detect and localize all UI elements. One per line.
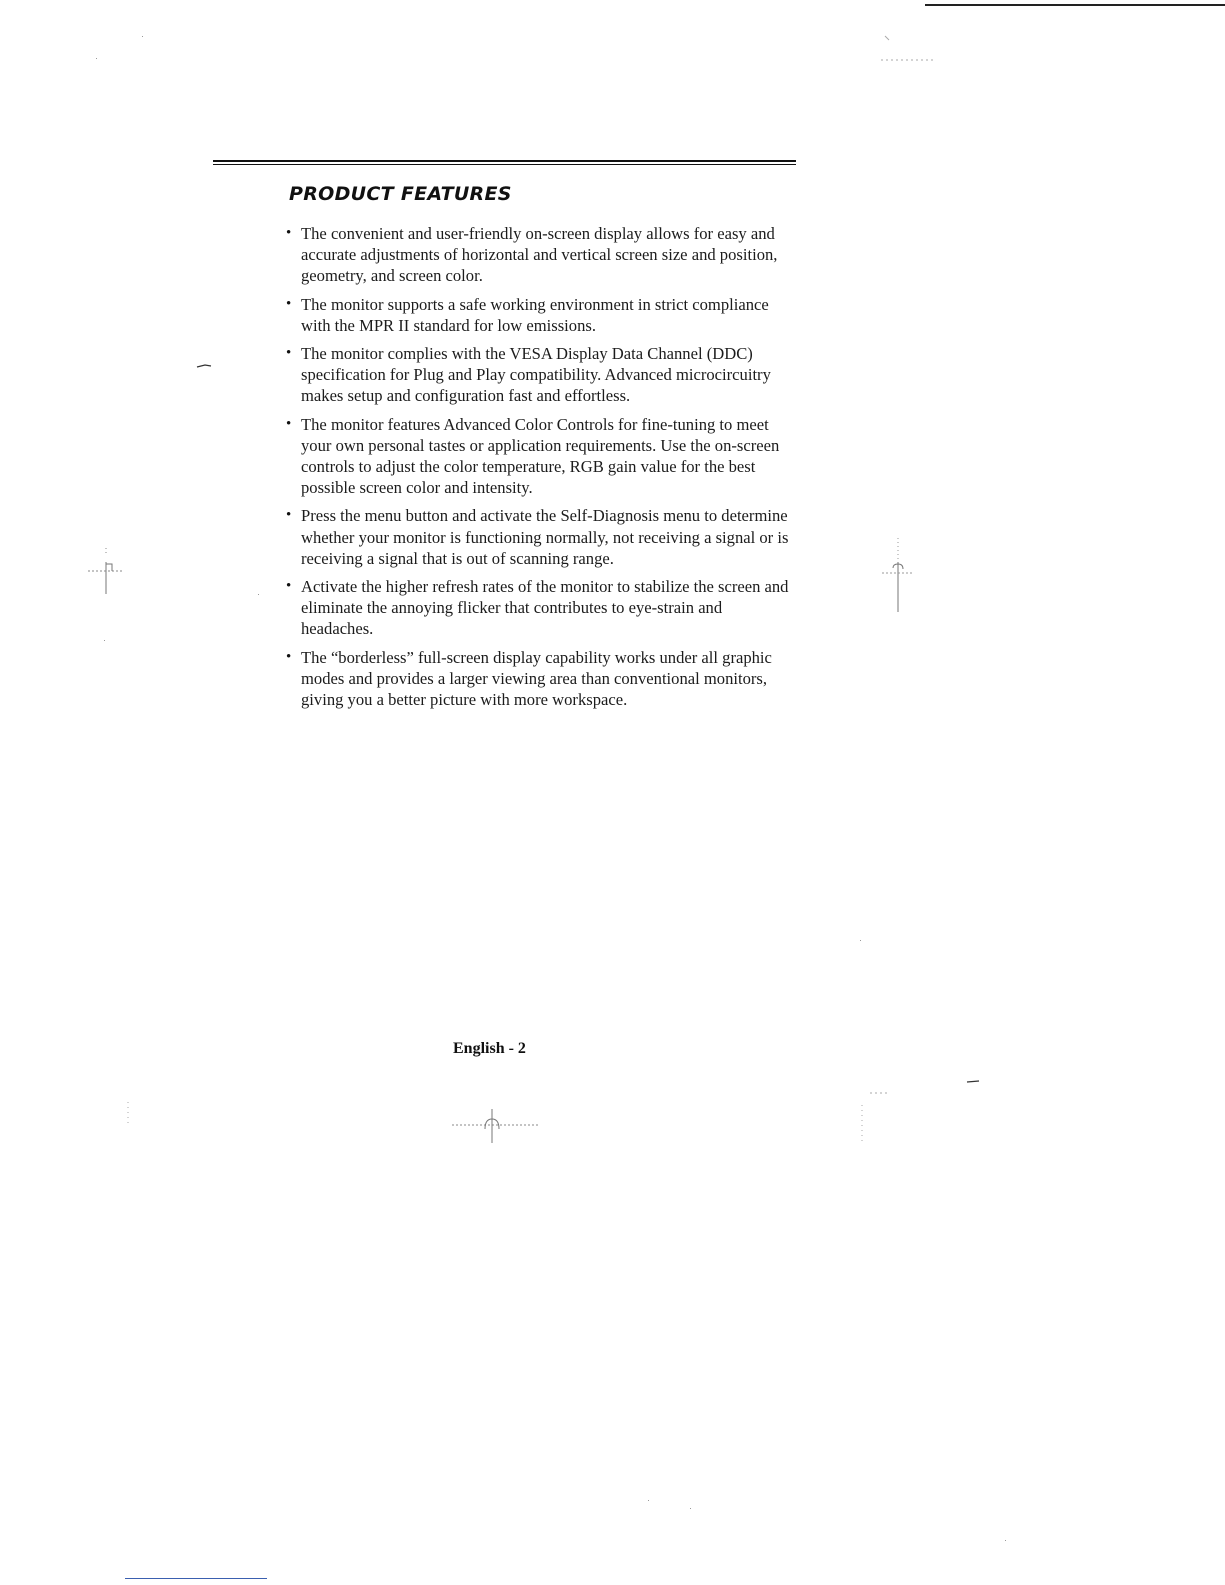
speck <box>648 1500 649 1501</box>
feature-text: The convenient and user-friendly on-screen display allows for easy and accurate adjustments of horizontal and vertical screen size and position, geometry, and screen color. <box>301 224 778 286</box>
stray-mark-icon <box>965 1078 985 1086</box>
top-edge-rule <box>925 4 1225 6</box>
bullet-icon: • <box>286 507 292 524</box>
feature-text: The “borderless” full-screen display capability works under all graphic modes and provides a larger viewing area than conventional monitors, giving you a better picture with more workspace. <box>301 647 772 710</box>
bullet-icon: • <box>286 648 292 665</box>
feature-text: The monitor complies with the VESA Display Data Channel (DDC) specification for Plug and Play compatibility. Advanced microcircuitry makes setup and configuration fast and effortless. <box>301 344 771 406</box>
feature-item <box>286 576 796 640</box>
bullet-icon: • <box>286 415 292 432</box>
speck <box>104 640 105 641</box>
section-title: PRODUCT FEATURES <box>289 183 512 205</box>
page-number: English - 2 <box>453 1040 526 1057</box>
feature-list <box>286 223 796 717</box>
speck <box>96 58 97 59</box>
stray-mark-icon <box>195 362 215 370</box>
header-rule <box>213 160 796 165</box>
feature-item <box>286 343 796 407</box>
bullet-icon: • <box>286 345 292 362</box>
bullet-icon: • <box>286 225 292 241</box>
feature-text: Activate the higher refresh rates of the monitor to stabilize the screen and eliminate the annoying flicker that contributes to eye-strain and headaches. <box>301 577 789 639</box>
feature-item <box>286 414 796 499</box>
speck <box>258 594 259 595</box>
feature-item <box>286 223 796 287</box>
speck <box>690 1508 691 1509</box>
corner-mark-icon <box>120 1100 140 1130</box>
speck <box>860 940 861 941</box>
feature-item <box>286 294 796 336</box>
bullet-icon: • <box>286 295 292 312</box>
registration-mark-icon <box>452 1105 542 1145</box>
feature-text: The monitor features Advanced Color Controls for fine-tuning to meet your own personal tastes or application requirements. Use the on-screen controls to adjust the color temperature, RGB gain value for the best possible screen color and intensity. <box>301 414 780 498</box>
corner-mark-icon <box>860 1085 920 1155</box>
corner-mark-icon <box>875 30 935 66</box>
speck <box>1005 1540 1006 1541</box>
registration-mark-icon <box>86 548 126 598</box>
feature-text: Press the menu button and activate the Self-Diagnosis menu to determine whether your monitor is functioning normally, not receiving a signal or is receiving a signal that is out of scanning range. <box>301 506 789 568</box>
bullet-icon: • <box>286 578 292 595</box>
bottom-edge-rule <box>125 1578 267 1579</box>
feature-item <box>286 505 796 569</box>
speck <box>142 36 143 37</box>
registration-mark-icon <box>878 538 918 614</box>
feature-item <box>286 647 796 711</box>
feature-text: The monitor supports a safe working environment in strict compliance with the MPR II standard for low emissions. <box>301 294 769 335</box>
